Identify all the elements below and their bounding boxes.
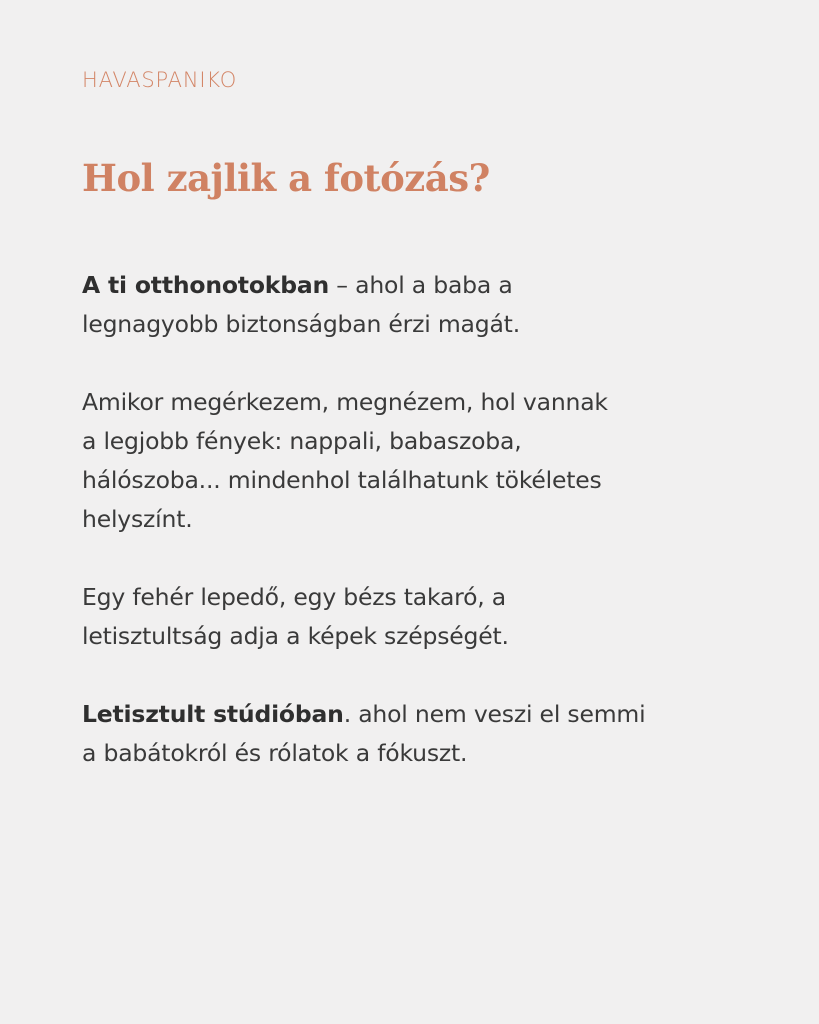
paragraph-line xyxy=(82,266,762,305)
paragraph-home xyxy=(82,266,762,344)
paragraph-line: Egy fehér lepedő, egy bézs takaró, a xyxy=(82,583,507,611)
brand-name: HAVASPANIKO xyxy=(82,68,238,92)
paragraph-line: hálószoba... mindenhol találhatunk tökéletes xyxy=(82,466,602,494)
paragraph-text: . ahol nem veszi el semmi xyxy=(343,700,646,728)
paragraph-line: legnagyobb biztonságban érzi magát. xyxy=(82,310,520,338)
paragraph-line xyxy=(82,695,762,734)
paragraph-line: helyszínt. xyxy=(82,505,193,533)
highlight-home: A ti otthonotokban xyxy=(82,271,330,299)
body-content xyxy=(82,266,762,812)
paragraph-line: a babátokról és rólatok a fókuszt. xyxy=(82,739,468,767)
paragraph-text: – ahol a baba a xyxy=(329,271,513,299)
highlight-studio: Letisztult stúdióban xyxy=(82,700,344,728)
paragraph-studio xyxy=(82,695,762,773)
paragraph-lights xyxy=(82,383,762,539)
paragraph-line: letisztultság adja a képek szépségét. xyxy=(82,622,509,650)
paragraph-line: a legjobb fények: nappali, babaszoba, xyxy=(82,427,522,455)
page-title: Hol zajlik a fotózás? xyxy=(82,156,490,200)
paragraph-line: Amikor megérkezem, megnézem, hol vannak xyxy=(82,388,608,416)
paragraph-simplicity xyxy=(82,578,762,656)
